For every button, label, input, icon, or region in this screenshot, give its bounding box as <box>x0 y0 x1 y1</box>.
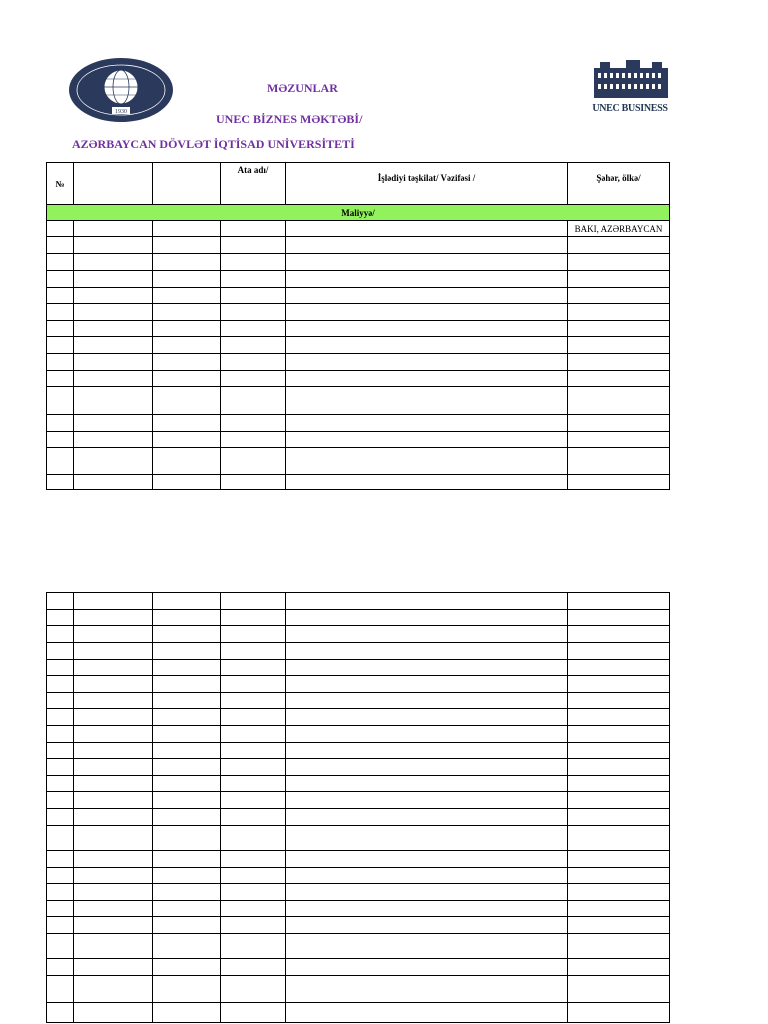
graduates-table <box>46 162 670 490</box>
column-blank-2 <box>153 163 221 205</box>
table-row <box>47 743 670 759</box>
section-row <box>47 205 670 221</box>
table-row <box>47 826 670 851</box>
table-row <box>47 693 670 709</box>
table-row <box>47 271 670 288</box>
column-city-country: Şəhər, ölkə/ <box>568 163 670 205</box>
table-row <box>47 809 670 826</box>
university-name: AZƏRBAYCAN DÖVLƏT İQTİSAD UNİVERSİTETİ <box>72 137 355 151</box>
table-row <box>47 759 670 776</box>
table-row <box>47 337 670 354</box>
table-row <box>47 321 670 337</box>
table-row <box>47 415 670 432</box>
table-header-row <box>47 163 670 205</box>
table-row <box>47 626 670 643</box>
table-row <box>47 676 670 693</box>
table-row <box>47 387 670 415</box>
column-number: № <box>47 163 74 205</box>
column-blank-1 <box>74 163 153 205</box>
table-row <box>47 371 670 387</box>
table-row <box>47 726 670 743</box>
table-row <box>47 475 670 490</box>
logo-caption: UNEC BUSINESS <box>592 103 668 114</box>
table-row <box>47 304 670 321</box>
table-row <box>47 976 670 1003</box>
table-row <box>47 593 670 610</box>
table-row <box>47 959 670 976</box>
table-row <box>47 610 670 626</box>
table-row <box>47 934 670 959</box>
table-row <box>47 884 670 901</box>
table-row <box>47 254 670 271</box>
column-fathers-name: Ata adı/ <box>221 163 286 205</box>
table-row <box>47 237 670 254</box>
school-name: UNEC BİZNES MƏKTƏBİ/ <box>216 112 363 126</box>
table-row <box>47 868 670 884</box>
table-row <box>47 660 670 676</box>
table-row <box>47 448 670 475</box>
table-row <box>47 776 670 792</box>
table-row <box>47 709 670 726</box>
graduates-table-continued <box>46 592 670 1023</box>
table-row <box>47 354 670 371</box>
column-workplace-position: İşlədiyi təşkilat/ Vəzifəsi / <box>286 163 568 205</box>
seal-year: 1930 <box>115 109 127 115</box>
table-row <box>47 221 670 237</box>
table-row <box>47 917 670 934</box>
page-title: MƏZUNLAR <box>267 81 338 95</box>
table-row <box>47 851 670 868</box>
table-row <box>47 432 670 448</box>
table-row <box>47 792 670 809</box>
section-label: Maliyyə/ <box>47 205 670 221</box>
university-seal-logo <box>68 57 174 123</box>
table-row <box>47 643 670 660</box>
table-row <box>47 901 670 917</box>
table-row <box>47 288 670 304</box>
city-cell: BAKI, AZƏRBAYCAN <box>568 221 670 237</box>
table-row <box>47 1003 670 1023</box>
